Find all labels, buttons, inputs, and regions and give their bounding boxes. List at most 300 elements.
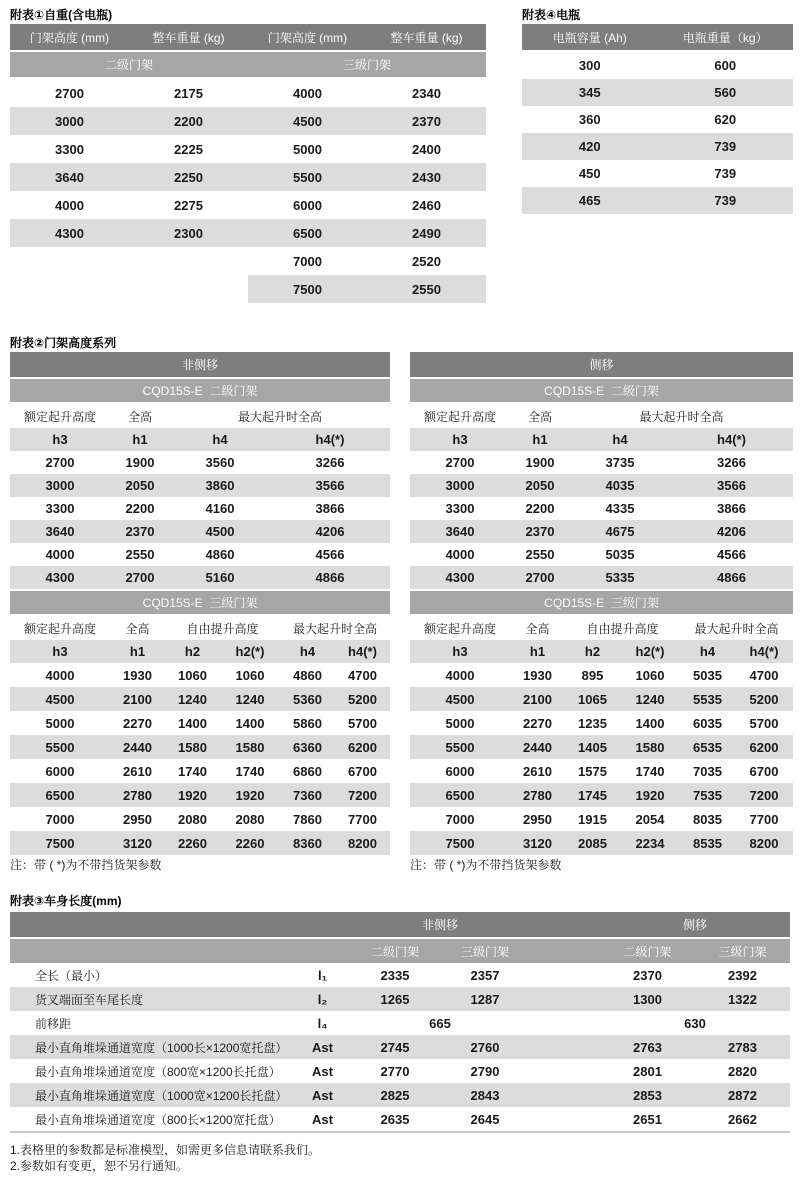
table-cell: 6000 — [45, 763, 75, 779]
table-cell: 2780 — [110, 783, 165, 807]
table-cell: 450 — [578, 166, 601, 181]
spacer — [530, 1083, 600, 1107]
table-row — [10, 687, 390, 711]
spacer — [530, 1059, 600, 1083]
table-cell: 7200 — [335, 783, 390, 807]
table-cell: 1400 — [235, 715, 265, 731]
table-cell: 4160 — [205, 501, 235, 516]
table-cell: 2250 — [129, 163, 248, 191]
row-symbol: Ast — [312, 1111, 333, 1127]
table-row — [10, 1059, 790, 1083]
table-cell: 3640 — [10, 163, 129, 191]
table-row — [522, 79, 793, 106]
duplex-mast-group-header: 二级门架 — [104, 58, 153, 72]
table-row — [10, 107, 486, 135]
table-cell: 465 — [522, 187, 658, 214]
row-label: 最小直角堆垛通道宽度（1000宽×1200长托盘） — [10, 1083, 295, 1107]
table-cell: 3000 — [410, 474, 510, 497]
table-cell: 1920 — [165, 783, 220, 807]
table-cell: 2763 — [600, 1035, 695, 1059]
table1-title: 附表①自重(含电瓶) — [10, 8, 113, 22]
table-cell: 8035 — [693, 811, 722, 827]
table-cell: 5000 — [445, 715, 475, 731]
table-cell: 4000 — [293, 85, 322, 101]
table-cell: 2770 — [380, 1063, 410, 1079]
footnote-line: 2.参数如有变更，恕不另行通知。 — [10, 1159, 189, 1173]
symbol-h4-star: h4(*) — [315, 432, 345, 447]
table-cell: 8200 — [735, 831, 793, 855]
table-cell: 2843 — [440, 1083, 530, 1107]
table-cell: 5035 — [605, 547, 635, 562]
table-cell: 5360 — [280, 687, 335, 711]
truck-weight-header: 整车重量 (kg) — [390, 30, 463, 45]
duplex-model-band: CQD15S-E 二级门架 — [10, 379, 390, 402]
table-cell: 5200 — [735, 687, 793, 711]
table-cell: 6360 — [280, 735, 335, 759]
table-cell: 4700 — [348, 667, 377, 683]
symbol-h3: h3 — [52, 432, 68, 447]
table-row — [10, 451, 390, 474]
table-cell: 1930 — [123, 667, 152, 683]
table-cell: 2270 — [123, 715, 152, 731]
table-cell: 2651 — [633, 1111, 662, 1127]
table-cell: 7700 — [348, 811, 377, 827]
duplex-body — [410, 451, 793, 589]
symbol-h1: h1 — [532, 432, 548, 447]
table-cell — [10, 247, 129, 275]
table-cell: 2745 — [350, 1035, 440, 1059]
table-cell: 895 — [581, 667, 604, 683]
table-cell: 2400 — [412, 141, 441, 157]
table4-battery — [522, 24, 793, 214]
sideshift-band: 侧移 — [410, 352, 793, 377]
non-sideshift-band: 非侧移 — [421, 918, 458, 932]
table-cell: 1060 — [235, 667, 265, 683]
table-cell: 2950 — [523, 811, 552, 827]
table-row — [10, 735, 390, 759]
table-cell: 8360 — [280, 831, 335, 855]
table-cell: 2610 — [523, 763, 552, 779]
symbol-h2-star: h2(*) — [635, 644, 665, 659]
table-cell: 7500 — [410, 831, 510, 855]
table-cell: 3000 — [10, 107, 129, 135]
table-cell: 7000 — [45, 811, 75, 827]
table-cell: 2260 — [165, 831, 220, 855]
table-cell: 2440 — [510, 735, 565, 759]
table-row — [10, 474, 390, 497]
duplex-symbol-row — [410, 428, 793, 451]
table-cell: 345 — [522, 79, 658, 106]
table-cell: 1065 — [565, 687, 620, 711]
table-cell: 2440 — [110, 735, 165, 759]
table-cell: 5700 — [348, 715, 377, 731]
table1-self-weight — [10, 24, 486, 303]
table-cell: 620 — [714, 112, 737, 127]
table-cell: 6200 — [735, 735, 793, 759]
row-label: 全长（最小） — [35, 968, 108, 983]
table-cell: 7000 — [293, 253, 322, 269]
symbol-h4: h4 — [612, 432, 628, 447]
table-cell: 1060 — [635, 667, 665, 683]
table-cell: 5500 — [410, 735, 510, 759]
table-cell: 2662 — [728, 1111, 757, 1127]
table-cell: 5200 — [335, 687, 390, 711]
mast-table-sideshift — [410, 352, 793, 855]
max-lift-overall-height-header: 最大起升时全高 — [292, 621, 377, 636]
table-cell: 6035 — [693, 715, 722, 731]
row-symbol: l₂ — [295, 987, 350, 1011]
table-cell: 1920 — [220, 783, 280, 807]
row-label: 最小直角堆垛通道宽度（800长×1200宽托盘） — [35, 1112, 281, 1127]
triplex-symbol-row — [410, 640, 793, 663]
table-cell: 2050 — [110, 474, 170, 497]
table-cell: 2054 — [635, 811, 665, 827]
table-row — [10, 520, 390, 543]
table-cell: 1580 — [220, 735, 280, 759]
table-row — [410, 451, 793, 474]
table3-title: 附表③车身长度(mm) — [10, 894, 122, 908]
overall-height-header: 全高 — [527, 409, 552, 424]
table-cell: 5035 — [693, 667, 722, 683]
table-cell: 5860 — [293, 715, 322, 731]
table-cell: 1580 — [165, 735, 220, 759]
table-cell: 1240 — [165, 687, 220, 711]
table-row — [10, 135, 486, 163]
table-cell: 7360 — [280, 783, 335, 807]
table-cell: 4000 — [45, 547, 75, 562]
table1-group-row — [10, 52, 486, 77]
table3-band-row — [10, 912, 790, 937]
table-cell-merged: 630 — [684, 1015, 706, 1031]
table-cell: 2550 — [367, 275, 486, 303]
table-cell: 420 — [522, 133, 658, 160]
duplex-model-band: CQD15S-E 二级门架 — [410, 379, 793, 402]
table-cell: 3300 — [45, 501, 75, 516]
table-cell: 6500 — [410, 783, 510, 807]
triplex-mast-header: 三级门架 — [718, 944, 767, 959]
symbol-h4: h4 — [699, 644, 716, 659]
table-cell: 3640 — [410, 520, 510, 543]
table-cell: 5335 — [570, 566, 670, 589]
table-cell: 3866 — [315, 501, 345, 516]
table-cell: 2300 — [129, 219, 248, 247]
table-cell: 2783 — [695, 1035, 790, 1059]
truck-weight-header: 整车重量 (kg) — [152, 30, 225, 45]
mast-table-non-sideshift — [10, 352, 390, 855]
table-cell: 1575 — [578, 763, 607, 779]
table-cell: 4566 — [717, 547, 746, 562]
table-cell: 7700 — [749, 811, 779, 827]
table-cell: 1930 — [523, 667, 552, 683]
table-cell: 2335 — [380, 967, 410, 983]
table-cell: 3860 — [170, 474, 270, 497]
table-cell: 600 — [714, 58, 737, 73]
table-cell: 3000 — [10, 474, 110, 497]
row-symbol: Ast — [295, 1083, 350, 1107]
row-symbol: l₄ — [317, 1015, 328, 1031]
table-cell: 2550 — [525, 547, 555, 562]
table-row — [522, 133, 793, 160]
table-cell: 1400 — [178, 715, 207, 731]
symbol-h1: h1 — [132, 432, 148, 447]
row-label: 最小直角堆垛通道宽度（800宽×1200长托盘） — [35, 1064, 281, 1079]
table-cell: 4566 — [315, 547, 345, 562]
table-cell: 1060 — [178, 667, 207, 683]
table-cell: 2490 — [367, 219, 486, 247]
max-lift-overall-height-header: 最大起升时全高 — [237, 409, 322, 424]
spacer — [530, 963, 600, 987]
table-row — [522, 106, 793, 133]
table-cell: 5000 — [45, 715, 75, 731]
table-row — [10, 987, 790, 1011]
table-cell: 3866 — [717, 501, 746, 516]
table-row — [10, 783, 390, 807]
table-cell: 7535 — [680, 783, 735, 807]
table-cell: 2080 — [178, 811, 207, 827]
symbol-h1: h1 — [529, 644, 546, 659]
table-cell: 4000 — [45, 667, 75, 683]
table-row — [522, 160, 793, 187]
table-row — [410, 783, 793, 807]
spacer — [530, 1011, 600, 1035]
row-label: 最小直角堆垛通道宽度（1000长×1200宽托盘） — [10, 1035, 295, 1059]
table-cell: 2225 — [174, 141, 203, 157]
table-cell: 2270 — [523, 715, 552, 731]
table-cell: 1235 — [578, 715, 607, 731]
table-cell: 4500 — [410, 687, 510, 711]
symbol-h4-star: h4(*) — [749, 644, 779, 659]
table-row — [522, 52, 793, 79]
battery-capacity-header: 电瓶容量 (Ah) — [552, 30, 627, 45]
symbol-h4-star: h4(*) — [348, 644, 377, 659]
rated-lift-height-header: 额定起升高度 — [23, 409, 96, 424]
table-cell: 4675 — [570, 520, 670, 543]
table-cell: 6500 — [248, 219, 367, 247]
row-label: 货叉端面至车尾长度 — [10, 987, 295, 1011]
table-cell: 3640 — [10, 520, 110, 543]
table-cell: 1740 — [635, 763, 665, 779]
symbol-h3: h3 — [452, 644, 468, 659]
table-cell: 3560 — [205, 455, 235, 470]
table-row — [10, 759, 390, 783]
table-cell: 2950 — [123, 811, 152, 827]
table-cell: 8200 — [335, 831, 390, 855]
table-cell: 4000 — [445, 667, 475, 683]
table-cell: 2100 — [110, 687, 165, 711]
table1-body — [10, 79, 486, 303]
table-row — [10, 191, 486, 219]
triplex-column-headers — [410, 616, 793, 640]
footnotes — [10, 1142, 320, 1174]
table-cell: 7200 — [735, 783, 793, 807]
table-cell: 2635 — [380, 1111, 410, 1127]
row-symbol: l₁ — [318, 967, 327, 983]
table-cell: 1900 — [525, 455, 555, 470]
table-cell: 2700 — [510, 566, 570, 589]
table-cell: 2275 — [174, 197, 203, 213]
table-cell: 2550 — [125, 547, 155, 562]
table-cell: 1580 — [620, 735, 680, 759]
table-cell: 1240 — [620, 687, 680, 711]
table-row — [10, 219, 486, 247]
table-cell: 1405 — [565, 735, 620, 759]
symbol-h1: h1 — [129, 644, 146, 659]
table-cell: 7000 — [445, 811, 475, 827]
table-cell: 1287 — [440, 987, 530, 1011]
table-cell: 5500 — [248, 163, 367, 191]
symbol-h4-star: h4(*) — [717, 432, 746, 447]
table1-header-row — [10, 24, 486, 50]
table3-body-length — [10, 912, 790, 1133]
sideshift-note: 注：带 ( *)为不带挡货架参数 — [410, 858, 562, 872]
table-cell: 739 — [714, 166, 737, 181]
table-cell: 4000 — [55, 197, 84, 213]
table-row — [10, 711, 390, 735]
overall-height-header: 全高 — [525, 621, 550, 636]
table-cell: 1265 — [350, 987, 440, 1011]
table-cell: 2801 — [633, 1063, 662, 1079]
table-cell: 6200 — [335, 735, 390, 759]
table-cell: 2340 — [412, 85, 441, 101]
table-cell: 300 — [578, 58, 601, 73]
table-cell: 5000 — [293, 141, 322, 157]
mast-height-header: 门架高度 (mm) — [29, 30, 110, 45]
table-row — [10, 497, 390, 520]
table-cell: 1920 — [620, 783, 680, 807]
table-cell: 2700 — [110, 566, 170, 589]
triplex-mast-group-header: 三级门架 — [342, 58, 391, 72]
table-cell: 6500 — [10, 783, 110, 807]
triplex-model-band: CQD15S-E 三级门架 — [410, 591, 793, 614]
table-cell: 7860 — [293, 811, 322, 827]
table-cell: 1740 — [178, 763, 207, 779]
table-row — [10, 247, 486, 275]
table-cell-merged: 665 — [429, 1015, 451, 1031]
table-cell: 3120 — [510, 831, 565, 855]
table4-body — [522, 52, 793, 214]
table-cell: 3300 — [55, 141, 84, 157]
max-lift-overall-height-header: 最大起升时全高 — [639, 409, 724, 424]
spacer — [530, 987, 600, 1011]
table-row — [410, 759, 793, 783]
table-row — [10, 963, 790, 987]
non-sideshift-band: 非侧移 — [10, 352, 390, 377]
triplex-mast-header: 三级门架 — [460, 944, 509, 959]
table-cell: 2050 — [510, 474, 570, 497]
table-cell: 6000 — [293, 197, 322, 213]
triplex-body — [10, 663, 390, 855]
table-cell: 2080 — [235, 811, 265, 827]
table-cell — [10, 275, 129, 303]
spacer — [530, 1107, 600, 1131]
table-row — [10, 831, 390, 855]
max-lift-overall-height-header: 最大起升时全高 — [694, 621, 779, 636]
table-cell: 4335 — [605, 501, 635, 516]
table-row — [410, 807, 793, 831]
table-cell: 4000 — [445, 547, 475, 562]
table-cell: 3566 — [670, 474, 793, 497]
table-cell: 2370 — [110, 520, 170, 543]
table-cell: 4500 — [248, 107, 367, 135]
table-row — [10, 566, 390, 589]
table-cell: 2357 — [470, 967, 500, 983]
triplex-column-headers — [10, 616, 390, 640]
table-cell: 1745 — [565, 783, 620, 807]
table-cell: 3300 — [445, 501, 475, 516]
table-row — [522, 187, 793, 214]
table-cell: 5500 — [10, 735, 110, 759]
table-cell: 4866 — [670, 566, 793, 589]
table-cell: 4206 — [270, 520, 390, 543]
table-cell: 7500 — [248, 275, 367, 303]
table-cell: 2100 — [510, 687, 565, 711]
overall-height-header: 全高 — [125, 621, 150, 636]
table-cell: 4500 — [10, 687, 110, 711]
table-cell: 4300 — [410, 566, 510, 589]
table-cell: 2200 — [129, 107, 248, 135]
table-cell: 2700 — [45, 455, 75, 470]
table-cell: 2260 — [220, 831, 280, 855]
table-cell: 7035 — [693, 763, 722, 779]
table-row — [410, 474, 793, 497]
overall-height-header: 全高 — [127, 409, 152, 424]
table-cell: 4860 — [205, 547, 235, 562]
free-lift-height-header: 自由提升高度 — [586, 621, 659, 636]
table-cell: 3266 — [315, 455, 345, 470]
table-cell: 2820 — [728, 1063, 757, 1079]
table-cell: 2790 — [470, 1063, 500, 1079]
table-cell: 2370 — [367, 107, 486, 135]
table-row — [410, 711, 793, 735]
table-row — [10, 163, 486, 191]
table-row — [410, 520, 793, 543]
table4-title: 附表④电瓶 — [522, 8, 581, 22]
table-row — [10, 1083, 790, 1107]
rated-lift-height-header: 额定起升高度 — [23, 621, 96, 636]
table-cell: 360 — [578, 112, 601, 127]
table-cell: 560 — [658, 79, 794, 106]
table-cell: 1322 — [695, 987, 790, 1011]
table-cell: 5160 — [170, 566, 270, 589]
table-cell: 2085 — [565, 831, 620, 855]
table3-subheader-row — [10, 939, 790, 963]
table-cell: 1300 — [600, 987, 695, 1011]
table-cell: 6860 — [293, 763, 322, 779]
table-cell: 3566 — [270, 474, 390, 497]
symbol-h3: h3 — [52, 644, 68, 659]
table-cell: 2872 — [695, 1083, 790, 1107]
table-cell: 2700 — [445, 455, 475, 470]
symbol-h2: h2 — [584, 644, 601, 659]
symbol-h4: h4 — [299, 644, 316, 659]
duplex-column-headers — [410, 404, 793, 428]
table-cell: 5700 — [749, 715, 779, 731]
table-cell: 1900 — [125, 455, 155, 470]
table-row — [410, 831, 793, 855]
table-cell: 3120 — [110, 831, 165, 855]
rated-lift-height-header: 额定起升高度 — [423, 621, 496, 636]
table-cell: 3266 — [717, 455, 746, 470]
table-row — [410, 497, 793, 520]
table-cell: 6535 — [680, 735, 735, 759]
section2-title: 附表②门架高度系列 — [10, 336, 117, 350]
table-cell: 6700 — [749, 763, 779, 779]
triplex-body — [410, 663, 793, 855]
duplex-mast-header: 二级门架 — [370, 944, 419, 959]
table-cell: 4300 — [10, 566, 110, 589]
non-sideshift-note: 注：带 ( *)为不带挡货架参数 — [10, 858, 162, 872]
table-cell: 2234 — [620, 831, 680, 855]
